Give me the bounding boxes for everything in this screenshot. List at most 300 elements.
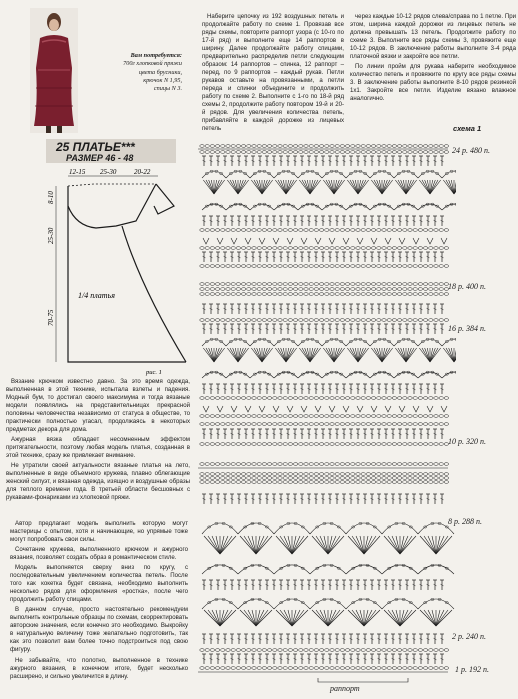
- chain-stitch: [210, 319, 214, 322]
- chain-stitch: [267, 667, 271, 670]
- chain-stitch: [210, 397, 214, 400]
- chain-stitch: [413, 265, 417, 268]
- chain-stitch: [262, 283, 266, 286]
- chain-stitch: [444, 477, 448, 480]
- chain-stitch: [403, 145, 407, 148]
- chain-stitch: [314, 145, 318, 148]
- chain-stitch: [309, 265, 313, 268]
- chain-stitch: [439, 319, 443, 322]
- row-label: 1 р. 192 п.: [455, 665, 489, 674]
- chain-stitch: [262, 397, 266, 400]
- chain-stitch: [382, 463, 386, 466]
- chain-stitch: [314, 481, 318, 484]
- chain-arch: [418, 565, 454, 574]
- chain-stitch: [231, 319, 235, 322]
- chain-stitch: [205, 283, 209, 286]
- chain-stitch: [325, 247, 329, 250]
- chain-stitch: [205, 151, 209, 154]
- chain-stitch: [351, 649, 355, 652]
- chain-stitch: [392, 288, 396, 291]
- chain-stitch: [200, 151, 204, 154]
- chain-stitch: [345, 415, 349, 418]
- chain-stitch: [304, 145, 308, 148]
- v-stitch: [315, 238, 321, 244]
- fan-stitch: [292, 610, 300, 626]
- fan-stitch: [204, 536, 220, 554]
- chain-stitch: [304, 265, 308, 268]
- v-stitch: [385, 406, 391, 412]
- fan-stitch: [328, 610, 344, 626]
- chain-stitch: [423, 463, 427, 466]
- chain-stitch: [231, 477, 235, 480]
- chain-stitch: [309, 423, 313, 426]
- chain-stitch: [397, 283, 401, 286]
- chain-stitch: [288, 151, 292, 154]
- chain-stitch: [429, 319, 433, 322]
- chain-stitch: [403, 265, 407, 268]
- chain-stitch: [314, 293, 318, 296]
- fan-stitch: [353, 180, 358, 194]
- chain-stitch: [423, 151, 427, 154]
- chain-stitch: [377, 151, 381, 154]
- chain-stitch: [226, 423, 230, 426]
- chain-stitch: [283, 151, 287, 154]
- fan-stitch: [436, 536, 444, 554]
- v-stitch: [413, 238, 419, 244]
- chain-stitch: [377, 667, 381, 670]
- chain-stitch: [387, 423, 391, 426]
- chain-stitch: [231, 151, 235, 154]
- chain-stitch: [257, 443, 261, 446]
- chain-stitch: [236, 443, 240, 446]
- chain-stitch: [439, 288, 443, 291]
- fan-stitch: [420, 610, 436, 626]
- chain-stitch: [392, 283, 396, 286]
- chain-stitch: [345, 229, 349, 232]
- chain-stitch: [434, 473, 438, 476]
- chain-stitch: [247, 283, 251, 286]
- chain-stitch: [319, 293, 323, 296]
- chain-stitch: [361, 265, 365, 268]
- chain-stitch: [444, 423, 448, 426]
- chain-stitch: [210, 247, 214, 250]
- chain-stitch: [247, 265, 251, 268]
- chain-stitch: [418, 319, 422, 322]
- chain-stitch: [403, 319, 407, 322]
- chain-stitch: [299, 265, 303, 268]
- chain-stitch: [439, 283, 443, 286]
- chain-stitch: [215, 415, 219, 418]
- chain-stitch: [293, 473, 297, 476]
- chain-stitch: [330, 283, 334, 286]
- v-stitch: [315, 406, 321, 412]
- chain-arch: [346, 523, 382, 534]
- chain-stitch: [226, 288, 230, 291]
- chain-stitch: [429, 649, 433, 652]
- chain-arch: [346, 565, 382, 574]
- chain-stitch: [330, 415, 334, 418]
- chain-stitch: [273, 397, 277, 400]
- chain-stitch: [351, 397, 355, 400]
- chain-stitch: [319, 319, 323, 322]
- chain-stitch: [330, 319, 334, 322]
- chain-stitch: [288, 247, 292, 250]
- chain-stitch: [439, 649, 443, 652]
- chain-stitch: [319, 443, 323, 446]
- chain-stitch: [361, 649, 365, 652]
- chain-stitch: [210, 265, 214, 268]
- chain-stitch: [283, 229, 287, 232]
- chain-stitch: [252, 247, 256, 250]
- chain-stitch: [335, 473, 339, 476]
- chain-stitch: [439, 415, 443, 418]
- chain-stitch: [340, 423, 344, 426]
- chain-stitch: [304, 443, 308, 446]
- chain-stitch: [236, 247, 240, 250]
- chain-stitch: [215, 463, 219, 466]
- chain-stitch: [371, 397, 375, 400]
- chain-stitch: [247, 473, 251, 476]
- chain-stitch: [288, 293, 292, 296]
- chain-stitch: [361, 293, 365, 296]
- fan-stitch: [353, 348, 358, 362]
- chain-stitch: [397, 477, 401, 480]
- chain-stitch: [371, 293, 375, 296]
- chain-stitch: [366, 473, 370, 476]
- fan-stitch: [212, 536, 220, 554]
- chain-arch: [238, 523, 274, 534]
- chain-stitch: [299, 247, 303, 250]
- v-stitch: [217, 238, 223, 244]
- chain-stitch: [366, 283, 370, 286]
- chain-stitch: [382, 293, 386, 296]
- chain-stitch: [200, 667, 204, 670]
- chain-stitch: [210, 481, 214, 484]
- chain-stitch: [247, 649, 251, 652]
- chain-stitch: [273, 649, 277, 652]
- chain-stitch: [278, 151, 282, 154]
- chain-stitch: [319, 265, 323, 268]
- fan-stitch: [209, 180, 214, 194]
- chain-stitch: [439, 293, 443, 296]
- chain-stitch: [423, 481, 427, 484]
- chain-stitch: [304, 423, 308, 426]
- fan-stitch: [248, 610, 256, 626]
- chain-stitch: [299, 423, 303, 426]
- chain-stitch: [371, 463, 375, 466]
- paragraph: Модель выполняется сверху вниз по кругу, с последовательным увеличением количества петель. После того как кокетка будет связана, необходимо выполнить несколько рядов для оформления «ростка», после чего продолжить работу спицами.: [10, 564, 188, 604]
- chain-stitch: [236, 649, 240, 652]
- chain-arch: [442, 372, 456, 378]
- chain-stitch: [262, 473, 266, 476]
- chain-stitch: [377, 265, 381, 268]
- chain-stitch: [387, 293, 391, 296]
- chain-stitch: [252, 229, 256, 232]
- chain-stitch: [345, 283, 349, 286]
- chain-stitch: [429, 463, 433, 466]
- fan-stitch: [320, 610, 328, 626]
- chain-stitch: [231, 423, 235, 426]
- chain-stitch: [335, 247, 339, 250]
- chain-stitch: [257, 288, 261, 291]
- chain-stitch: [304, 283, 308, 286]
- chain-stitch: [413, 443, 417, 446]
- chain-stitch: [273, 423, 277, 426]
- chain-stitch: [413, 247, 417, 250]
- chain-stitch: [299, 477, 303, 480]
- chain-stitch: [200, 649, 204, 652]
- chain-stitch: [351, 319, 355, 322]
- chain-stitch: [429, 477, 433, 480]
- fan-stitch: [209, 348, 214, 362]
- chain-stitch: [345, 397, 349, 400]
- fan-stitch: [240, 610, 256, 626]
- chain-stitch: [221, 443, 225, 446]
- chain-stitch: [299, 415, 303, 418]
- author-text: [10, 520, 188, 683]
- chain-stitch: [413, 481, 417, 484]
- chain-stitch: [252, 319, 256, 322]
- chain-stitch: [200, 265, 204, 268]
- paragraph: Не утратили своей актуальности вязаные платья на лето, выполненные в виде объемного кружева, плавно облегающие женский силуэт, и вязаная одежда, изящно и воздушные образы для теплого времени года. В третьей области бесшовных с рукавами-фонариками из хлопковой пряжи.: [6, 462, 190, 502]
- chain-stitch: [205, 481, 209, 484]
- chain-stitch: [319, 283, 323, 286]
- chain-stitch: [429, 229, 433, 232]
- chain-stitch: [366, 319, 370, 322]
- chain-stitch: [267, 283, 271, 286]
- chain-stitch: [226, 265, 230, 268]
- chain-stitch: [387, 283, 391, 286]
- chain-stitch: [444, 265, 448, 268]
- chain-stitch: [418, 423, 422, 426]
- chain-stitch: [434, 397, 438, 400]
- paragraph: Ажурная вязка обладает несомненным эффектом притягательности, поэтому любая модель платья, созданная в этой технике, сразу же привлекает внимание.: [6, 436, 190, 460]
- chain-stitch: [340, 463, 344, 466]
- chain-stitch: [330, 293, 334, 296]
- chain-stitch: [262, 145, 266, 148]
- chain-stitch: [335, 477, 339, 480]
- chain-stitch: [434, 477, 438, 480]
- chain-stitch: [241, 415, 245, 418]
- chain-stitch: [439, 397, 443, 400]
- chain-stitch: [356, 481, 360, 484]
- chain-stitch: [304, 415, 308, 418]
- chain-stitch: [413, 319, 417, 322]
- chain-stitch: [205, 293, 209, 296]
- chain-stitch: [257, 283, 261, 286]
- chain-stitch: [434, 247, 438, 250]
- pattern-label: 1/4 платья: [78, 291, 115, 300]
- chain-stitch: [309, 247, 313, 250]
- v-stitch: [259, 406, 265, 412]
- chain-stitch: [387, 477, 391, 480]
- chain-stitch: [335, 229, 339, 232]
- chain-stitch: [273, 293, 277, 296]
- chain-stitch: [418, 649, 422, 652]
- v-stitch: [273, 406, 279, 412]
- chain-stitch: [418, 443, 422, 446]
- chain-stitch: [267, 415, 271, 418]
- chain-stitch: [387, 649, 391, 652]
- v-stitch: [371, 406, 377, 412]
- chain-stitch: [314, 463, 318, 466]
- chain-stitch: [423, 477, 427, 480]
- chain-stitch: [382, 481, 386, 484]
- chain-stitch: [366, 477, 370, 480]
- chain-stitch: [335, 649, 339, 652]
- chain-stitch: [221, 423, 225, 426]
- chain-stitch: [273, 265, 277, 268]
- v-stitch: [245, 238, 251, 244]
- chain-stitch: [325, 229, 329, 232]
- chain-stitch: [429, 397, 433, 400]
- chain-stitch: [423, 283, 427, 286]
- chain-stitch: [200, 481, 204, 484]
- chain-stitch: [408, 265, 412, 268]
- chain-stitch: [377, 423, 381, 426]
- chain-stitch: [408, 229, 412, 232]
- chain-stitch: [325, 443, 329, 446]
- row-label: 8 р. 288 п.: [448, 517, 482, 526]
- fan-stitch: [436, 610, 444, 626]
- chain-stitch: [231, 229, 235, 232]
- chain-stitch: [293, 247, 297, 250]
- chain-stitch: [392, 481, 396, 484]
- chain-stitch: [439, 229, 443, 232]
- chain-stitch: [309, 397, 313, 400]
- chain-stitch: [418, 145, 422, 148]
- chain-stitch: [330, 288, 334, 291]
- chain-stitch: [293, 397, 297, 400]
- chain-stitch: [273, 145, 277, 148]
- chain-stitch: [345, 649, 349, 652]
- chain-stitch: [439, 477, 443, 480]
- chain-arch: [442, 339, 456, 346]
- chain-stitch: [418, 463, 422, 466]
- chain-stitch: [262, 293, 266, 296]
- chain-stitch: [371, 229, 375, 232]
- chain-arch: [274, 599, 310, 609]
- v-stitch: [203, 238, 209, 244]
- chain-stitch: [221, 288, 225, 291]
- chain-stitch: [408, 649, 412, 652]
- fan-stitch: [305, 348, 310, 362]
- chain-stitch: [257, 473, 261, 476]
- chain-stitch: [293, 288, 297, 291]
- v-stitch: [231, 238, 237, 244]
- chain-stitch: [273, 151, 277, 154]
- chain-stitch: [325, 423, 329, 426]
- chain-stitch: [382, 423, 386, 426]
- chain-stitch: [356, 288, 360, 291]
- chain-stitch: [325, 293, 329, 296]
- fan-stitch: [329, 180, 334, 194]
- chain-stitch: [366, 229, 370, 232]
- chain-stitch: [221, 293, 225, 296]
- chain-arch: [202, 565, 238, 574]
- chain-stitch: [221, 283, 225, 286]
- chain-stitch: [314, 283, 318, 286]
- chain-stitch: [377, 443, 381, 446]
- chain-arch: [274, 565, 310, 574]
- chain-stitch: [403, 423, 407, 426]
- chain-stitch: [392, 247, 396, 250]
- fan-stitch: [329, 348, 334, 362]
- fan-stitch: [214, 348, 219, 362]
- chain-stitch: [351, 288, 355, 291]
- chain-stitch: [200, 247, 204, 250]
- chain-arch: [238, 565, 274, 574]
- chain-stitch: [351, 473, 355, 476]
- chain-stitch: [257, 397, 261, 400]
- chain-stitch: [361, 667, 365, 670]
- chain-stitch: [278, 288, 282, 291]
- fan-stitch: [257, 348, 262, 362]
- chain-stitch: [361, 463, 365, 466]
- fan-stitch: [334, 180, 339, 194]
- chain-stitch: [293, 667, 297, 670]
- chain-stitch: [418, 288, 422, 291]
- fan-stitch: [364, 536, 372, 554]
- materials-line: цвета брусники,: [139, 68, 182, 76]
- fan-stitch: [392, 536, 400, 554]
- chain-stitch: [413, 151, 417, 154]
- chain-stitch: [382, 247, 386, 250]
- chain-stitch: [413, 649, 417, 652]
- chain-stitch: [221, 415, 225, 418]
- chain-stitch: [252, 151, 256, 154]
- chain-stitch: [257, 649, 261, 652]
- chain-stitch: [351, 293, 355, 296]
- chain-arch: [310, 565, 346, 574]
- chain-stitch: [262, 481, 266, 484]
- chain-stitch: [335, 415, 339, 418]
- fan-stitch: [262, 348, 267, 362]
- fan-stitch: [348, 536, 364, 554]
- chain-stitch: [382, 415, 386, 418]
- chain-stitch: [304, 229, 308, 232]
- chain-stitch: [288, 415, 292, 418]
- chain-stitch: [293, 283, 297, 286]
- chain-stitch: [423, 473, 427, 476]
- fan-stitch: [284, 610, 292, 626]
- chain-arch: [202, 599, 238, 609]
- chain-stitch: [377, 283, 381, 286]
- chain-stitch: [387, 481, 391, 484]
- chain-stitch: [283, 443, 287, 446]
- fan-stitch: [220, 610, 228, 626]
- fan-stitch: [334, 348, 339, 362]
- chain-stitch: [273, 229, 277, 232]
- chain-stitch: [226, 481, 230, 484]
- chain-stitch: [439, 423, 443, 426]
- chain-stitch: [262, 319, 266, 322]
- chain-stitch: [205, 397, 209, 400]
- chain-stitch: [325, 477, 329, 480]
- chain-stitch: [429, 423, 433, 426]
- chain-stitch: [423, 229, 427, 232]
- chain-stitch: [418, 283, 422, 286]
- chain-stitch: [247, 415, 251, 418]
- fan-stitch: [400, 610, 408, 626]
- chain-stitch: [377, 293, 381, 296]
- chain-stitch: [241, 481, 245, 484]
- chain-stitch: [278, 473, 282, 476]
- row-label: 24 р. 480 п.: [452, 146, 490, 155]
- chain-stitch: [408, 247, 412, 250]
- chain-stitch: [288, 319, 292, 322]
- chain-stitch: [252, 463, 256, 466]
